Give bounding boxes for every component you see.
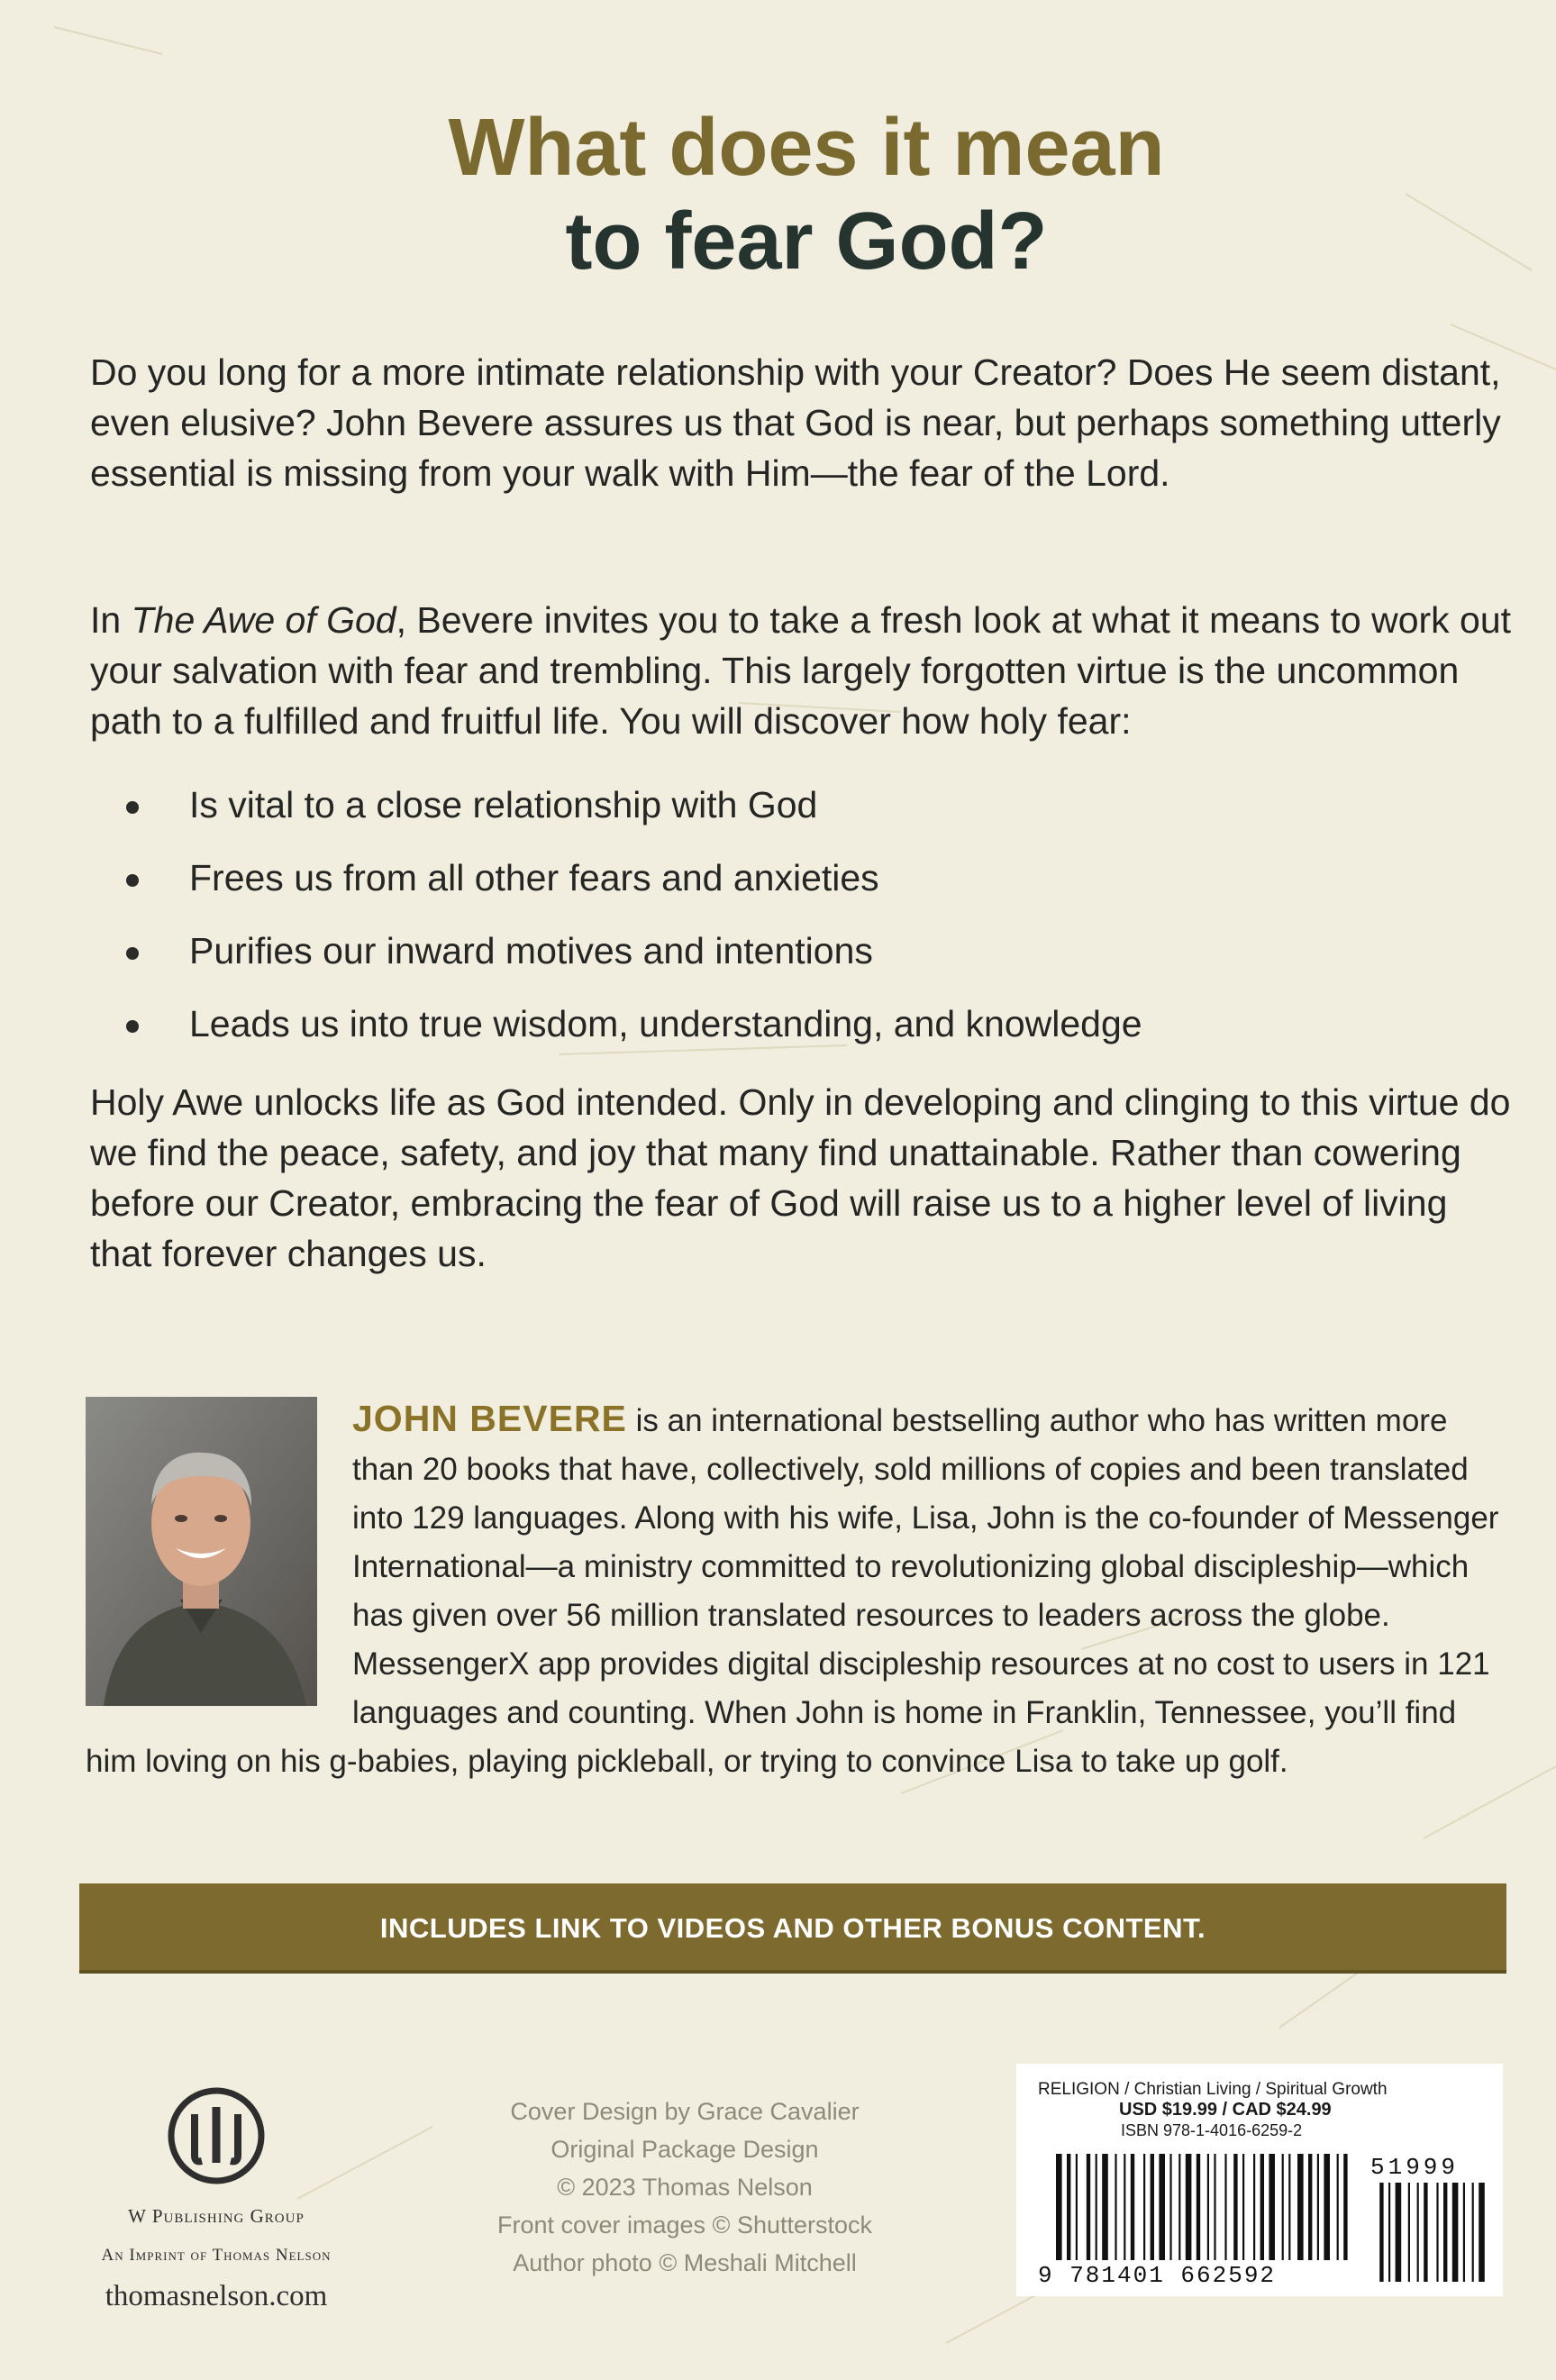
list-item-text: Purifies our inward motives and intentions (189, 930, 873, 971)
publisher-website: thomasnelson.com (105, 2280, 328, 2312)
publisher-imprint: An Imprint of Thomas Nelson (101, 2246, 332, 2265)
bonus-content-banner (79, 1883, 1506, 1974)
credit-line: Front cover images © Shutterstock (496, 2211, 873, 2239)
design-credits (432, 2093, 937, 2282)
price-label: USD $19.99 / CAD $24.99 (1119, 2100, 1332, 2120)
intro-paragraph: Do you long for a more intimate relationship with your Creator? Does He seem distant, even elusive? John Bevere assures us that God is near, but perhaps something utterly essential is missing from your walk with Him—the fear of the Lord. (90, 351, 1501, 494)
book-title: The Awe of God (131, 599, 396, 641)
credit-line: © 2023 Thomas Nelson (557, 2174, 813, 2201)
author-name: JOHN BEVERE (352, 1398, 627, 1439)
addon-digits: 51999 (1370, 2154, 1460, 2181)
credit-line: Author photo © Meshali Mitchell (513, 2249, 857, 2276)
credit-line: Original Package Design (551, 2136, 819, 2163)
list-item-text: Is vital to a close relationship with God (189, 784, 818, 825)
publisher-name: W Publishing Group (128, 2205, 305, 2227)
list-item (126, 853, 1142, 926)
benefits-list (126, 780, 1142, 1071)
list-item (126, 999, 1142, 1071)
description-body: , Bevere invites you to take a fresh look at what it means to work out your salvation with fear and trembling. This largely forgotten virtue is the uncommon path to a fulfilled and fruitful life. You will discover how holy fear: (90, 599, 1512, 742)
headline (0, 101, 1556, 288)
ean-digits: 9 781401 662592 (1038, 2262, 1277, 2289)
description-lead: In (90, 599, 132, 641)
author-bio (86, 1394, 1514, 1786)
w-publishing-logo-icon (162, 2082, 270, 2190)
isbn-label: ISBN 978-1-4016-6259-2 (1121, 2121, 1303, 2139)
publisher-block (63, 2082, 369, 2313)
list-item (126, 926, 1142, 999)
bullet-icon (126, 947, 139, 960)
list-item-text: Leads us into true wisdom, understanding, and knowledge (189, 1003, 1142, 1044)
bullet-icon (126, 1020, 139, 1033)
list-item (126, 780, 1142, 853)
credit-line: Cover Design by Grace Cavalier (510, 2098, 860, 2125)
bisac-category: RELIGION / Christian Living / Spiritual Growth (1038, 2080, 1388, 2099)
barcode-panel (1016, 2064, 1503, 2296)
bullet-icon (126, 801, 139, 814)
closing-paragraph: Holy Awe unlocks life as God intended. Only in developing and clinging to this virtue do we find the peace, safety, and joy that many find unattainable. Rather than cowering before our Creator, embracing the fear of God will raise us to a higher level of living that forever changes us. (90, 1081, 1511, 1274)
list-item-text: Frees us from all other fears and anxieties (189, 857, 879, 898)
headline-line-2: to fear God? (565, 196, 1048, 287)
bonus-content-text: INCLUDES LINK TO VIDEOS AND OTHER BONUS CONTENT. (379, 1912, 1206, 1944)
bullet-icon (126, 874, 139, 887)
photo-spacer (86, 1394, 352, 1719)
author-bio-text: is an international bestselling author who has written more than 20 books that have, collectively, sold millions of copies and been translated into 129 languages. Along with his wife, Lisa, John is the co-founder of Messenger International—a ministry committed to revolutionizing global discipleship—which has given over 56 million translated resources to leaders across the globe. MessengerX app provides digital discipleship resources at no cost to users in 121 languages and counting. When John is home in Franklin, Tennessee, you’ll find him loving on his g-babies, playing pickleball, or trying to convince Lisa to take up golf. (86, 1403, 1499, 1779)
headline-line-1: What does it mean (448, 103, 1165, 193)
description-paragraph (90, 595, 1515, 746)
